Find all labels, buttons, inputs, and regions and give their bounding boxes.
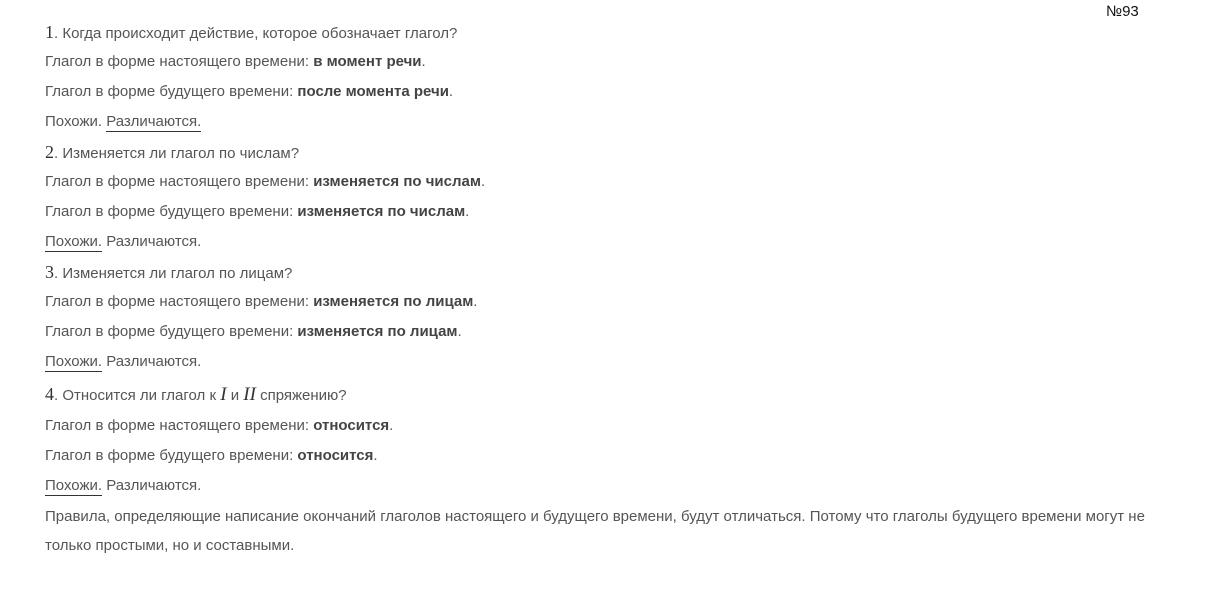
present-tense-answer <box>45 167 1195 197</box>
punctuation: . <box>448 83 454 100</box>
conclusion-paragraph: Правила, определяющие написание окончаний глаголов настоящего и будущего времени, будут отличаться. Потому что глаголы будущего времени могут не только простыми, но и составными. <box>45 508 1145 554</box>
option-similar-selected: Похожи. <box>45 477 103 494</box>
punctuation: . <box>373 447 378 464</box>
comparison-choice <box>45 347 1195 378</box>
question-4 <box>45 378 1195 411</box>
option-different: Различаются. <box>106 477 202 494</box>
future-label: Глагол в форме будущего времени: <box>45 447 298 464</box>
question-text: . Когда происходит действие, которое обозначает глагол? <box>54 25 458 42</box>
present-tense-answer <box>45 47 1195 77</box>
future-label: Глагол в форме будущего времени: <box>45 83 298 100</box>
option-similar-selected: Похожи. <box>45 353 103 370</box>
present-answer: в момент речи <box>313 53 422 70</box>
question-2 <box>45 138 1195 167</box>
present-tense-answer <box>45 287 1195 317</box>
question-text-end: спряжению? <box>255 387 347 404</box>
question-text-mid: и <box>226 387 244 404</box>
future-answer: относится <box>297 447 374 464</box>
present-answer: изменяется по числам <box>313 173 481 190</box>
comparison-choice <box>45 227 1195 258</box>
option-similar-selected: Похожи. <box>45 233 103 250</box>
present-label: Глагол в форме настоящего времени: <box>45 417 314 434</box>
future-tense-answer <box>45 441 1195 471</box>
present-answer: изменяется по лицам <box>313 293 474 310</box>
question-number: 1 <box>45 22 54 42</box>
present-tense-answer <box>45 411 1195 441</box>
punctuation: . <box>457 323 462 340</box>
page-number: №93 <box>1106 3 1139 20</box>
present-answer: относится <box>313 417 390 434</box>
roman-numeral-one: I <box>220 384 227 405</box>
question-number: 4 <box>45 384 54 404</box>
punctuation: . <box>473 293 478 310</box>
punctuation: . <box>389 417 394 434</box>
future-answer: после момента речи <box>297 83 449 100</box>
present-label: Глагол в форме настоящего времени: <box>45 173 314 190</box>
future-tense-answer <box>45 317 1195 347</box>
future-tense-answer <box>45 77 1195 107</box>
option-different-selected: Различаются. <box>106 113 202 130</box>
punctuation: . <box>421 53 426 70</box>
future-label: Глагол в форме будущего времени: <box>45 323 298 340</box>
question-1 <box>45 18 1195 47</box>
future-answer: изменяется по числам <box>297 203 466 220</box>
future-label: Глагол в форме будущего времени: <box>45 203 298 220</box>
question-text: . Относится ли глагол к <box>54 387 221 404</box>
option-different: Различаются. <box>106 353 202 370</box>
future-answer: изменяется по лицам <box>297 323 458 340</box>
comparison-choice <box>45 471 1195 502</box>
question-3 <box>45 258 1195 287</box>
question-text: . Изменяется ли глагол по лицам? <box>54 265 293 282</box>
punctuation: . <box>480 173 486 190</box>
option-different: Различаются. <box>106 233 202 250</box>
exercise-content <box>45 18 1195 560</box>
question-text: . Изменяется ли глагол по числам? <box>54 145 300 162</box>
question-number: 3 <box>45 262 54 282</box>
roman-numeral-two: II <box>243 384 256 405</box>
punctuation: . <box>465 203 470 220</box>
option-similar: Похожи. <box>45 113 103 130</box>
present-label: Глагол в форме настоящего времени: <box>45 293 314 310</box>
question-number: 2 <box>45 142 54 162</box>
future-tense-answer <box>45 197 1195 227</box>
present-label: Глагол в форме настоящего времени: <box>45 53 314 70</box>
comparison-choice <box>45 107 1195 138</box>
